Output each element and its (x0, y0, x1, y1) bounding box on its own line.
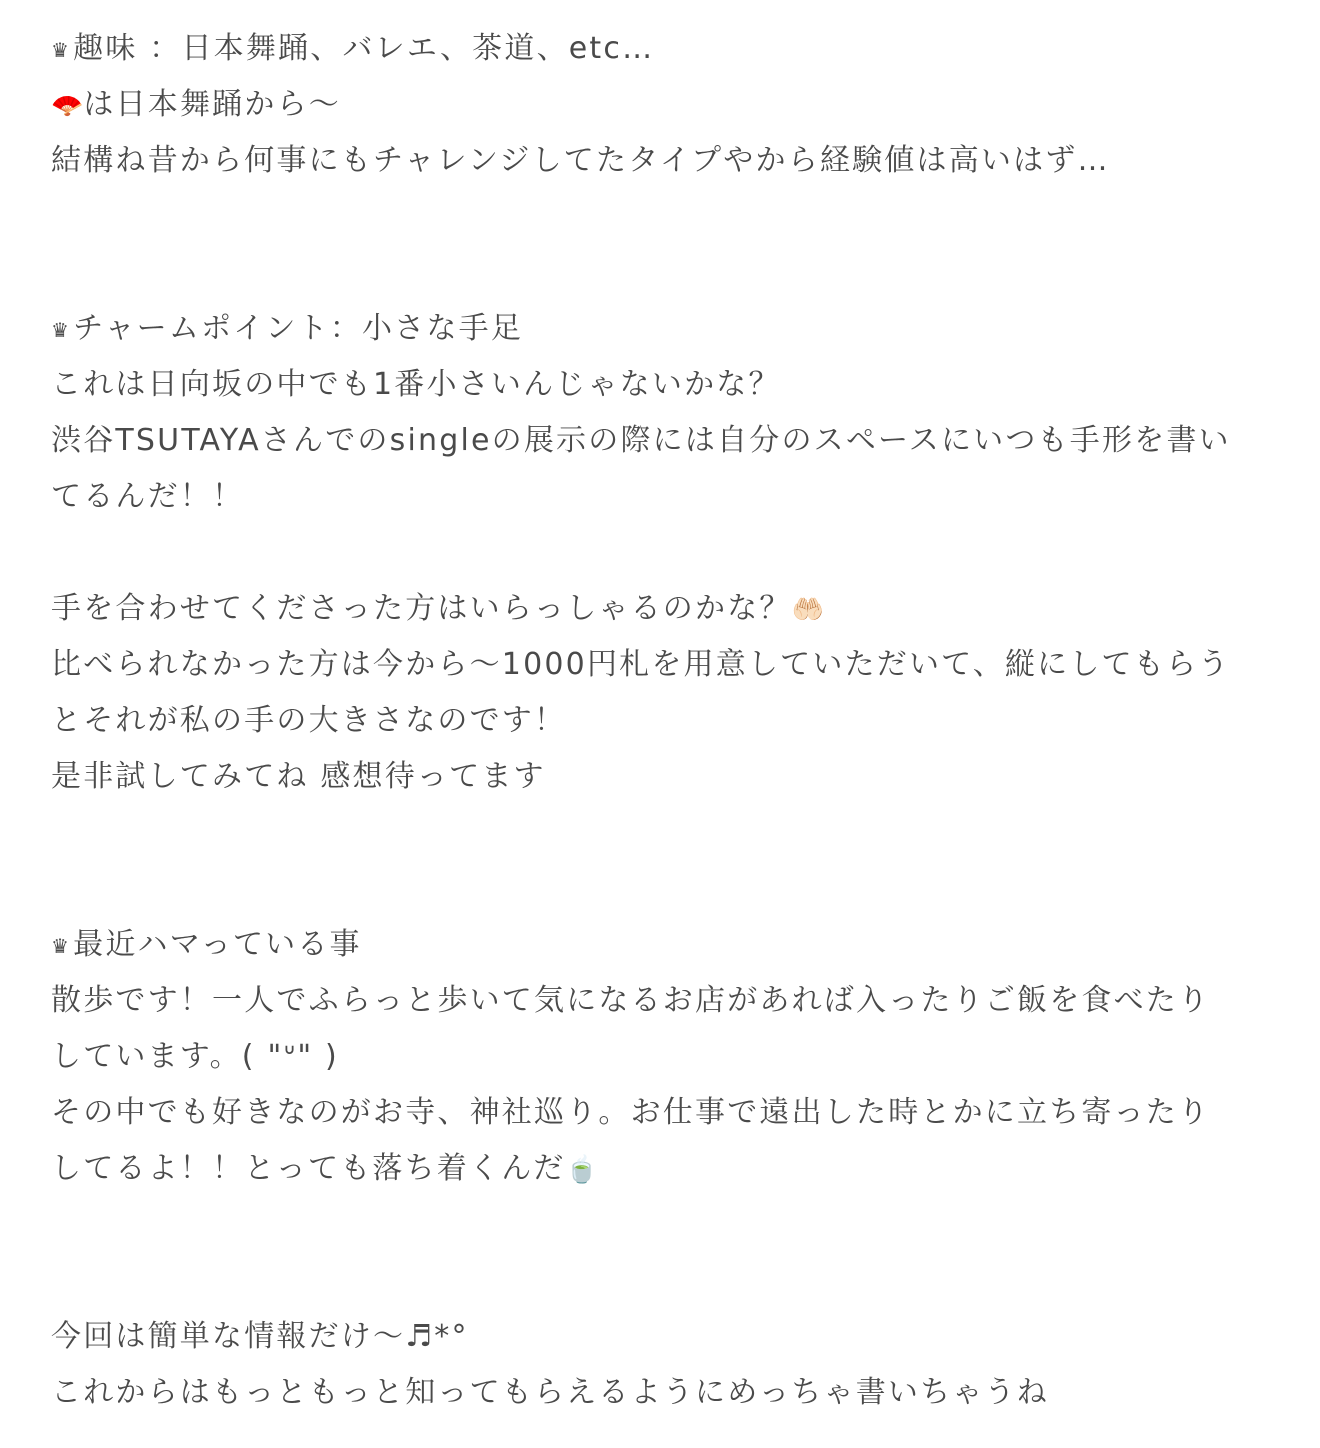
recent-line-4-text: してるよ！！とっても落ち着くんだ (51, 1151, 566, 1186)
hobby-line-2: 結構ね昔から何事にもチャレンジしてたタイプやから経験値は高いはず… (51, 143, 1110, 178)
recent-line-3: その中でも好きなのがお寺、神社巡り。お仕事で遠出した時とかに立ち寄ったり (51, 1095, 1211, 1130)
charm-heading-text: チャームポイント：小さな手足 (73, 311, 524, 346)
closing-line-1: 今回は簡単な情報だけ〜♬*° (51, 1319, 469, 1354)
hobby-line-1 (51, 85, 341, 126)
recent-line-1: 散歩です！一人でふらっと歩いて気になるお店があれば入ったりご飯を食べたり (51, 983, 1211, 1018)
tea-cup-icon: 🍵 (565, 1155, 598, 1185)
charm-line-4 (51, 589, 824, 630)
crown-icon: ♛ (51, 38, 72, 62)
fan-icon: 🪭 (51, 91, 84, 121)
charm-line-5: 比べられなかった方は今から〜1000円札を用意していただいて、縦にしてもらう (51, 647, 1231, 682)
crown-icon: ♛ (51, 934, 72, 958)
charm-line-6: とそれが私の手の大きさなのです！ (51, 703, 567, 738)
recent-line-2: しています。( "ᐡ" ) (51, 1039, 339, 1074)
recent-heading-text: 最近ハマっている事 (73, 927, 362, 962)
charm-line-7: 是非試してみてね 感想待ってます (51, 759, 546, 794)
recent-heading (51, 925, 362, 966)
charm-line-4-text: 手を合わせてくださった方はいらっしゃるのかな？ (51, 591, 792, 626)
closing-line-2: これからはもっともっと知ってもらえるようにめっちゃ書いちゃうね (51, 1375, 1049, 1410)
charm-heading (51, 309, 523, 350)
crown-icon: ♛ (51, 318, 72, 342)
charm-line-3: てるんだ！！ (51, 479, 245, 514)
recent-line-4 (51, 1149, 598, 1190)
charm-line-2: 渋谷TSUTAYAさんでのsingleの展示の際には自分のスペースにいつも手形を書い (51, 423, 1231, 458)
charm-line-1: これは日向坂の中でも1番小さいんじゃないかな？ (51, 367, 781, 402)
hobby-heading (51, 29, 654, 70)
hobby-line-1-text: は日本舞踊から〜 (83, 87, 341, 122)
hobby-heading-text: 趣味 ：日本舞踊、バレエ、茶道、etc… (73, 31, 655, 66)
open-hands-icon: 🤲🏻 (791, 595, 824, 625)
